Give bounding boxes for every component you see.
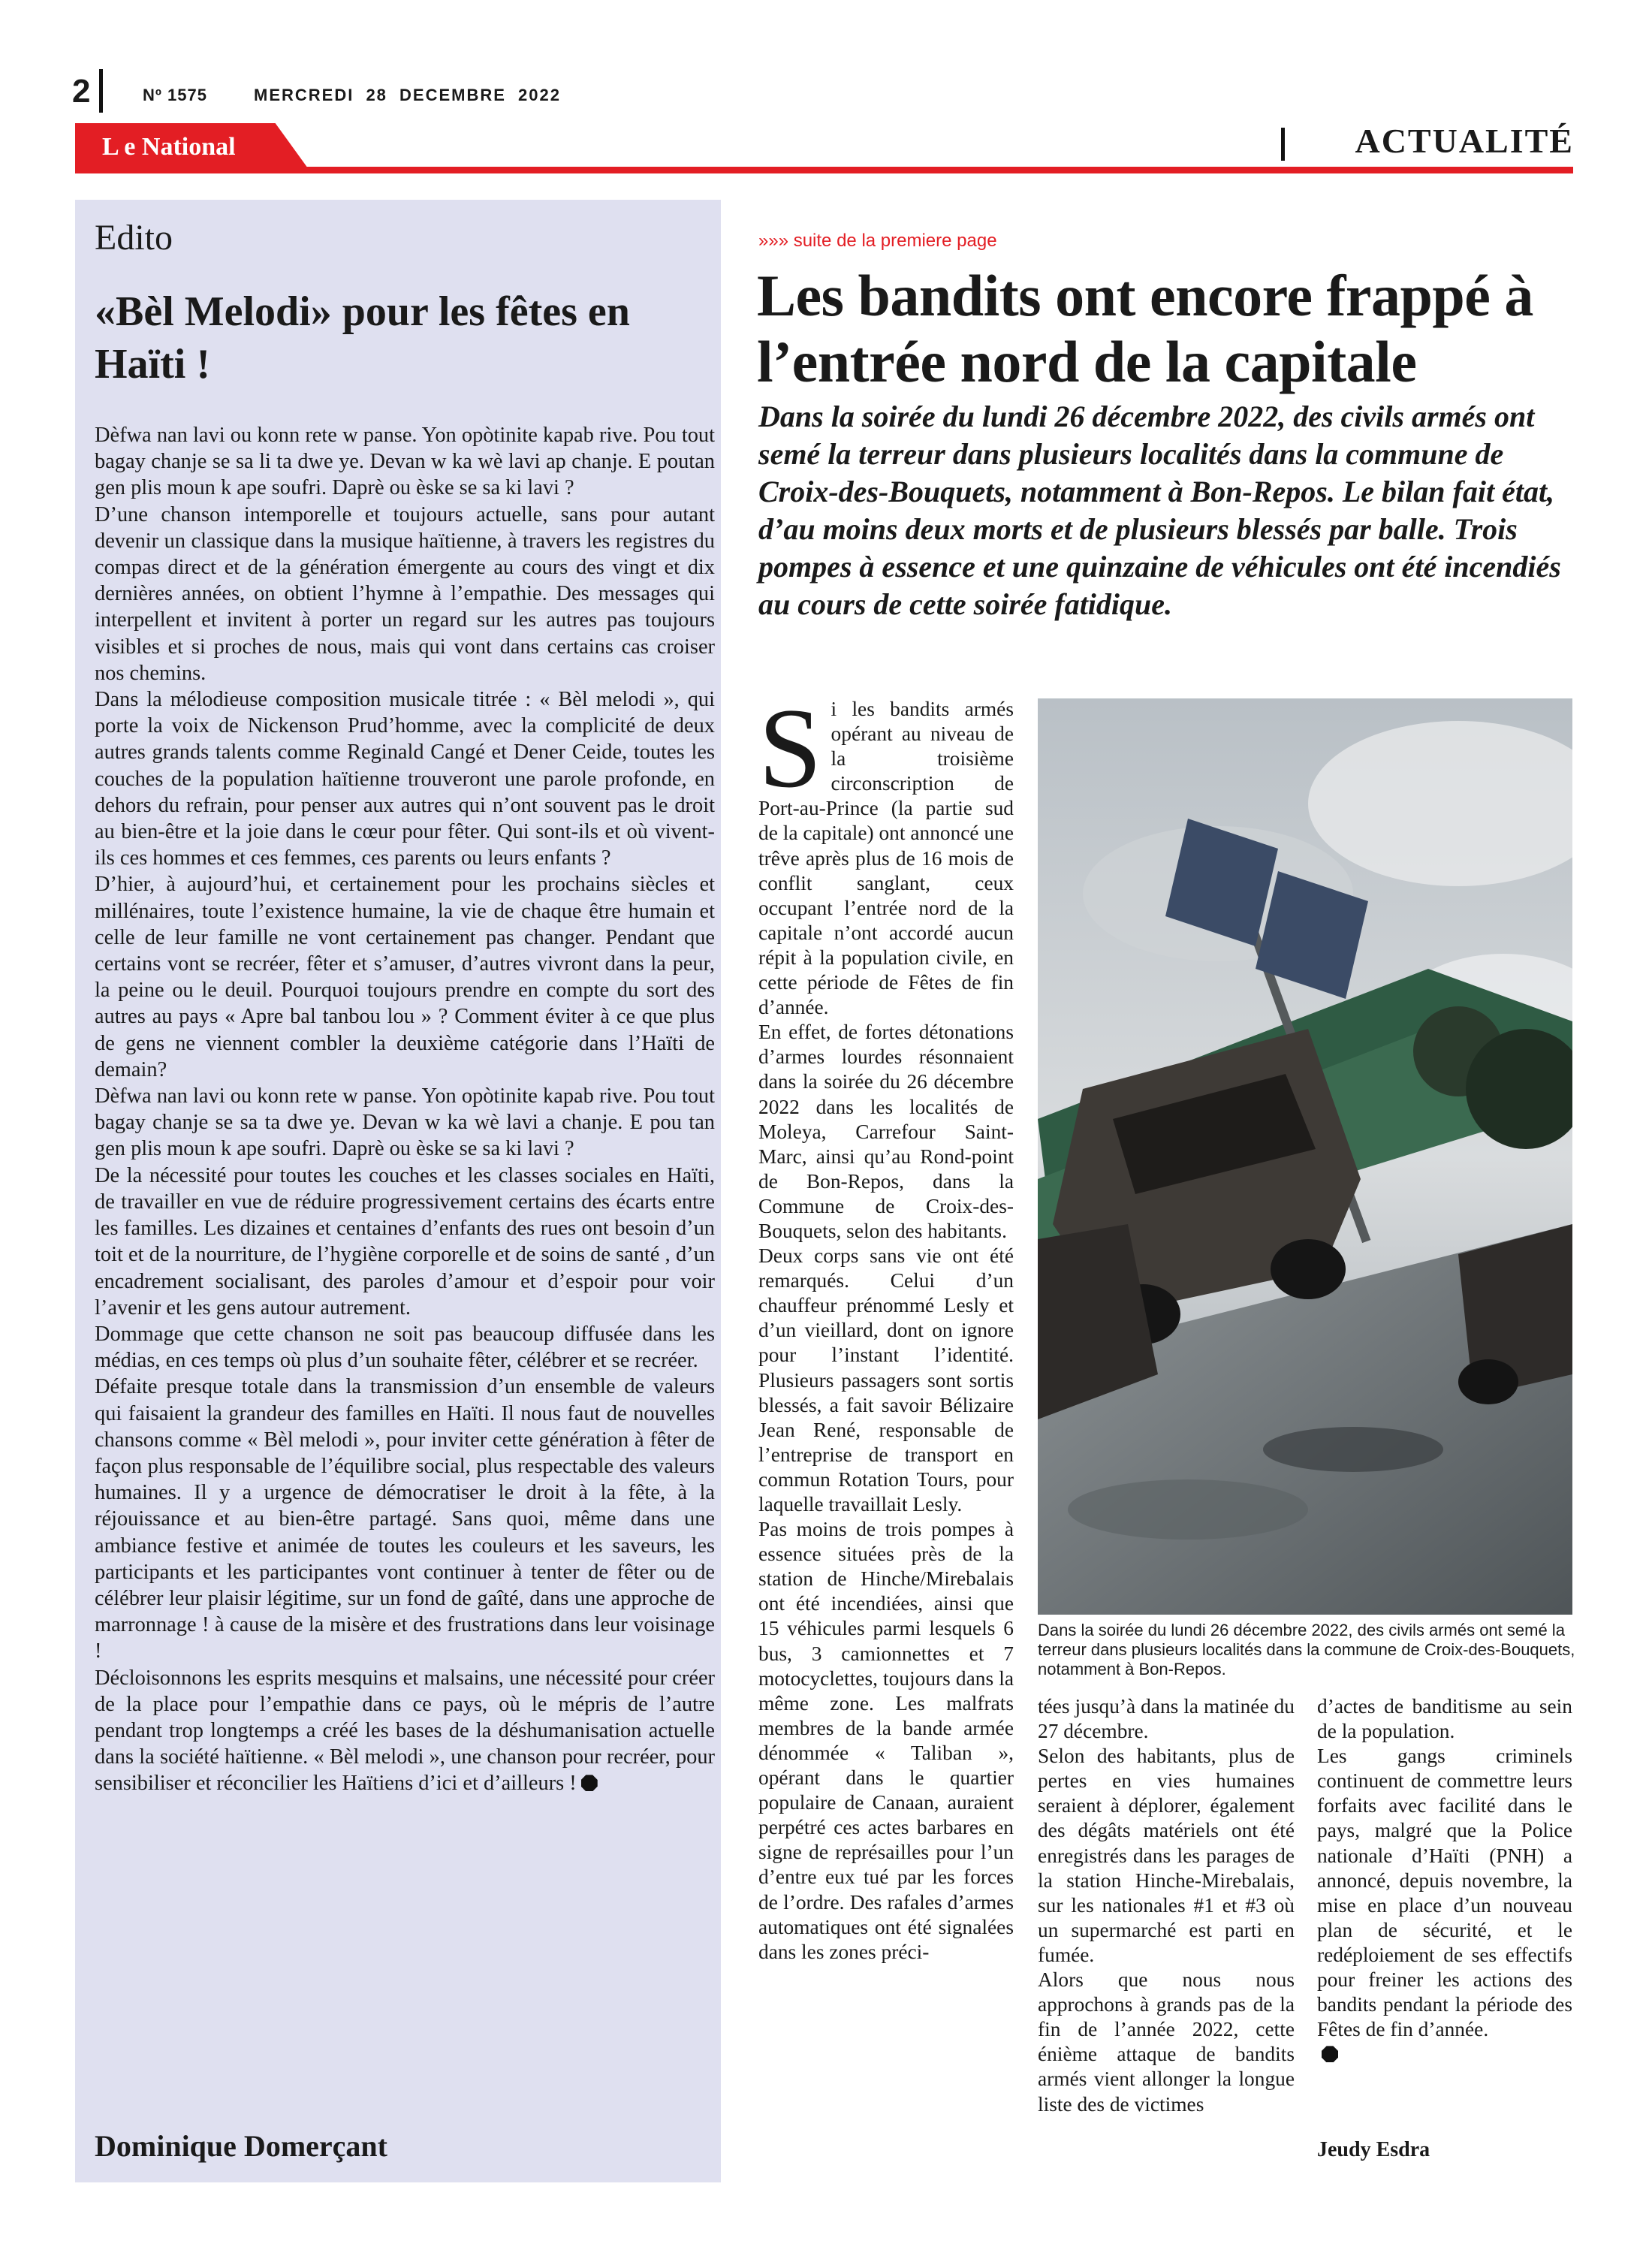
article-paragraph: Pas moins de trois pompes à essence situées près de la station de Hinche/Mirebalais ont été incendiées, ainsi que 15 véhicules parmi lesquels 6 bus, 3 camionnettes et 7 motocyclettes, toujours dans la même zone. Les malfrats membres de la bande armée dénommée « Taliban », opérant dans le quartier populaire de Canaan, auraient perpétré ces actes barbares en signe de représailles pour l’un d’entre eux tué par les forces de l’ordre. Des rafales d’armes automatiques ont été signalées dans les zones préci- [758,1518,1014,1963]
edito-paragraph-text: Décloisonnons les esprits mesquins et malsains, une nécessité pour créer de la place pour l’empathie dans ce pays, où le mépris de l’autre pendant trop longtemps a créé les bases de la déshumanisation actuelle dans la société haïtienne. « Bèl melodi », une chanson pour recréer, pour sensibiliser et réconcilier les Haïtiens d’ici et d’ailleurs ! [95,1666,715,1796]
article-paragraph: Selon des habitants, plus de pertes en vies humaines seraient à déplorer, également des dégâts matériels ont été enregistrés dans les parages de la station Hinche-Mirebalais, sur les nationales #1 et #3 où un supermarché est parti en fumée. [1038,1745,1295,1966]
article-paragraph-text: Les gangs criminels continuent de commettre leurs forfaits avec facilité dans le pays, malgré que la Police nationale d’Haïti (PNH) a annoncé, depuis novembre, la mise en place d’un nouveau plan de sécurité, et le redéploiement de ses effectifs pour freiner les actions des bandits pendant la période des Fêtes de fin d’année. [1317,1745,1572,2041]
edito-paragraph-last [95,1665,715,1797]
edito-body [95,422,715,1797]
edito-paragraph: Dèfwa nan lavi ou konn rete w panse. Yon opòtinite kapab rive. Pou tout bagay chanje se sa li ta dwe ye. Devan w ka wè lavi ap chanje. E poutan gen plis moun k ape soufri. Daprè ou èske se sa ki lavi ? [95,424,715,500]
edito-paragraph: Dans la mélodieuse composition musicale titrée : « Bèl melodi », qui porte la voix de Nickenson Prud’homme, avec la complicité de deux autres grands talents comme Reginald Cangé et Dener Ceide, toutes les couches de la population haïtienne trouveront une parole profonde, en dehors du refrain, pour penser aux autres qui n’ont souvent pas le droit au bien-être et la joie dans le cœur pour fêter. Qui sont-ils et où vivent-ils ces hommes et ces femmes, ces parents ou leurs enfants ? [95,688,715,870]
article-paragraph-last [1317,1744,1572,2067]
page-number: 2 [72,73,91,110]
article-byline: Jeudy Esdra [1317,2138,1430,2161]
edito-paragraph: De la nécessité pour toutes les couches et les classes sociales en Haïti, de travailler en vue de réduire progressivement certains des écarts entre les familles. Les dizaines et centaines d’enfants des rues ont besoin d’un toit et de la nourriture, de l’hygiène corporelle et de soins de santé , d’un encadrement socialisant, des paroles d’amour et d’espoir pour voir l’avenir et les gens autour autrement. [95,1163,715,1320]
article-photo [1038,698,1572,1615]
article-column-1 [758,685,1014,1965]
issue-date: MERCREDI 28 DECEMBRE 2022 [254,86,561,104]
edito-paragraph: D’hier, à aujourd’hui, et certainement pour les prochains siècles et millénaires, toute l’existence humaine, la vie de chaque être humain et celle de leur famille ne vont certainement pas changer. Pendant que certains vont se recréer, fêter et s’amuser, d’autres vivront dans la peur, la peine ou le deuil. Pourquoi toujours prendre en compte du sort des autres au pays « Apre bal tanbou lou » ? Comment éviter à ce que plus de gens ne viennent combler la deuxième catégorie dans l’Haïti de demain? [95,873,715,1081]
article-kicker: »»» suite de la premiere page [758,231,997,251]
article-paragraph: Deux corps sans vie ont été remarqués. Celui d’un chauffeur prénommé Lesly et d’un vieillard, dont on ignore pour l’instant l’identité. Plusieurs passagers sont sortis blessés, a fait savoir Bélizaire Jean René, responsable de l’entreprise de transport en commun Rotation Tours, pour laquelle travaillait Lesly. [758,1244,1014,1516]
edito-paragraph: Dommage que cette chanson ne soit pas beaucoup diffusée dans les médias, en ces temps où plus d’un souhaite fêter, célébrer et se recréer. [95,1322,715,1373]
article-paragraph: En effet, de fortes détonations d’armes lourdes résonnaient dans la soirée du 26 décembre 2022 dans les localités de Moleya, Carrefour Saint-Marc, ainsi qu’au Rond-point de Bon-Repos, dans la Commune de Croix-des-Bouquets, selon des habitants. [758,1021,1014,1242]
end-mark-icon [581,1775,598,1791]
end-mark-icon [1322,2046,1338,2062]
article-paragraph: i les bandits armés opérant au niveau de la troisième circonscription de Port-au-Prince (la partie sud de la capitale) ont annoncé une trêve après plus de 16 mois de conflit sanglant, ceux occupant l’entrée nord de la capitale n’ont accordé aucun répit à la population civile, en cette période de Fêtes de fin d’année. [758,698,1014,1019]
burned-vehicles-photo [1038,698,1572,1615]
article-headline: Les bandits ont encore frappé à l’entrée nord de la capitale [757,263,1533,394]
edito-paragraph: D’une chanson intemporelle et toujours actuelle, sans pour autant devenir un classique dans la musique haïtienne, à travers les registres du compas direct et de la génération émergente au cours des vingt et dix dernières années, on obtient l’hymne à l’empathie. Des messages qui interpellent et invitent à porter un regard sur les autres pas toujours visibles et si proches de nous, mais qui vont dans certains cas croiser nos chemins. [95,502,715,685]
article-paragraph: tées jusqu’à dans la matinée du 27 décembre. [1038,1695,1295,1743]
header-rule [75,167,1573,173]
edito-title: «Bèl Melodi» pour les fêtes en Haïti ! [95,288,630,388]
section-title: ACTUALITÉ [1355,122,1574,160]
article-paragraph: Alors que nous nous approchons à grands pas de la fin de l’année 2022, cette énième attaque de bandits armés vient allonger la longue liste des de victimes [1038,1968,1295,2116]
edito-author: Dominique Domerçant [95,2129,387,2163]
drop-cap: S [758,685,822,811]
article-column-2 [1038,1694,1295,2117]
edito-paragraph: Défaite presque totale dans la transmission d’un ensemble de valeurs qui faisaient la grandeur des familles en Haïti. Il nous faut de nouvelles chansons comme « Bèl melodi », pour inviter cette génération à fêter de façon plus responsable de l’équilibre social, plus respectable des valeurs humaines. Il y a urgence de démocratiser le droit à la fête, à la réjouissance et au bien-être partagé. Sans quoi, même dans une ambiance festive et animée de toutes les couleurs et les saveurs, les participants et les participantes vont continuer à tenter de fêter ou de célébrer leur plaisir légitime, sur un fond de gaîté, dans une approche de marronnage ! à cause de la misère et des frustrations dans leur voisinage ! [95,1375,715,1663]
publication-name: L e National [102,133,236,161]
section-divider [1281,128,1285,161]
article-paragraph: d’actes de banditisme au sein de la population. [1317,1695,1572,1743]
edito-label: Edito [95,218,173,258]
article-column-3 [1317,1694,1572,2067]
issue-number: Nº 1575 [143,86,207,104]
edito-paragraph: Dèfwa nan lavi ou konn rete w panse. Yon opòtinite kapab rive. Pou tout bagay chanje se sa ta dwe ye. Devan w ka wè lavi a chanje. E pou tan gen plis moun k ape soufri. Daprè ou èske se sa ki lavi ? [95,1084,715,1161]
photo-caption: Dans la soirée du lundi 26 décembre 2022, des civils armés ont semé la terreur dans plusieurs localités dans la commune de Croix-des-Bouquets, notamment à Bon-Repos. [1038,1621,1575,1678]
article-lede: Dans la soirée du lundi 26 décembre 2022, des civils armés ont semé la terreur dans plusieurs localités dans la commune de Croix-des-Bouquets, notamment à Bon-Repos. Le bilan fait état, d’au moins deux morts et de plusieurs blessés par balle. Trois pompes à essence et une quinzaine de véhicules ont été incendiés au cours de cette soirée fatidique. [758,400,1561,621]
page-number-divider [99,69,103,113]
